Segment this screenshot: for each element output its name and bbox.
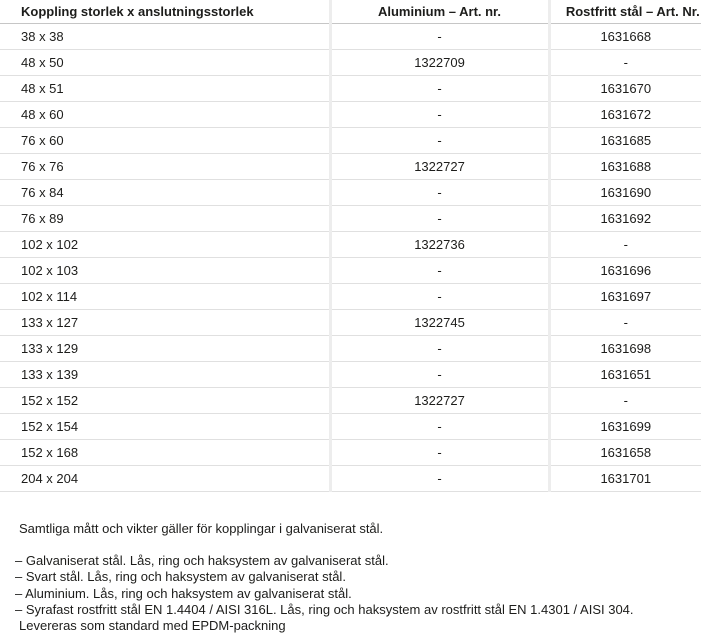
- aluminium-artnr-cell: 1322727: [330, 388, 549, 414]
- aluminium-artnr-cell: -: [330, 284, 549, 310]
- aluminium-artnr-cell: -: [330, 206, 549, 232]
- size-cell: 102 x 103: [0, 258, 330, 284]
- aluminium-artnr-cell: -: [330, 440, 549, 466]
- aluminium-artnr-cell: -: [330, 362, 549, 388]
- aluminium-artnr-cell: -: [330, 466, 549, 492]
- table-row: [0, 128, 701, 154]
- table-header-row: [0, 0, 701, 24]
- stainless-artnr-cell: -: [549, 50, 701, 76]
- table-row: [0, 440, 701, 466]
- stainless-artnr-cell: -: [549, 232, 701, 258]
- size-cell: 133 x 139: [0, 362, 330, 388]
- stainless-artnr-cell: 1631651: [549, 362, 701, 388]
- stainless-artnr-cell: 1631685: [549, 128, 701, 154]
- aluminium-artnr-cell: -: [330, 180, 549, 206]
- table-row: [0, 284, 701, 310]
- size-cell: 133 x 127: [0, 310, 330, 336]
- size-cell: 76 x 60: [0, 128, 330, 154]
- aluminium-artnr-cell: 1322709: [330, 50, 549, 76]
- size-cell: 76 x 76: [0, 154, 330, 180]
- table-row: [0, 258, 701, 284]
- size-cell: 152 x 168: [0, 440, 330, 466]
- size-cell: 38 x 38: [0, 24, 330, 50]
- stainless-artnr-cell: 1631698: [549, 336, 701, 362]
- table-row: [0, 388, 701, 414]
- size-cell: 102 x 102: [0, 232, 330, 258]
- table-row: [0, 414, 701, 440]
- stainless-artnr-cell: 1631701: [549, 466, 701, 492]
- table-header: [0, 0, 701, 24]
- table-row: [0, 336, 701, 362]
- aluminium-artnr-cell: -: [330, 258, 549, 284]
- table-row: [0, 50, 701, 76]
- stainless-artnr-cell: -: [549, 388, 701, 414]
- stainless-artnr-cell: 1631670: [549, 76, 701, 102]
- table-row: [0, 310, 701, 336]
- material-note-line: – Aluminium. Lås, ring och haksystem av galvaniserat stål.: [15, 585, 352, 601]
- table-row: [0, 206, 701, 232]
- stainless-artnr-cell: 1631692: [549, 206, 701, 232]
- size-cell: 152 x 154: [0, 414, 330, 440]
- table-row: [0, 76, 701, 102]
- material-note-line: – Syrafast rostfritt stål EN 1.4404 / AISI 316L. Lås, ring och haksystem av rostfritt stål EN 1.4301 / AISI 304.: [15, 601, 634, 617]
- notes-outro-text: Levereras som standard med EPDM-packning: [19, 618, 286, 634]
- stainless-artnr-cell: 1631697: [549, 284, 701, 310]
- aluminium-artnr-cell: -: [330, 102, 549, 128]
- table-row: [0, 180, 701, 206]
- table-row: [0, 232, 701, 258]
- size-cell: 76 x 84: [0, 180, 330, 206]
- aluminium-artnr-cell: 1322727: [330, 154, 549, 180]
- stainless-artnr-cell: 1631690: [549, 180, 701, 206]
- stainless-artnr-cell: 1631672: [549, 102, 701, 128]
- size-cell: 48 x 51: [0, 76, 330, 102]
- stainless-artnr-cell: 1631688: [549, 154, 701, 180]
- aluminium-artnr-cell: -: [330, 414, 549, 440]
- table-row: [0, 466, 701, 492]
- table-row: [0, 24, 701, 50]
- aluminium-artnr-cell: 1322736: [330, 232, 549, 258]
- size-cell: 48 x 60: [0, 102, 330, 128]
- notes-intro-text: Samtliga mått och vikter gäller för kopplingar i galvaniserat stål.: [19, 521, 384, 536]
- stainless-artnr-cell: 1631658: [549, 440, 701, 466]
- table-body: [0, 24, 701, 492]
- aluminium-artnr-cell: -: [330, 336, 549, 362]
- size-cell: 133 x 129: [0, 336, 330, 362]
- material-note-line: – Svart stål. Lås, ring och haksystem av galvaniserat stål.: [15, 569, 346, 585]
- material-notes-list: [0, 553, 701, 618]
- stainless-artnr-cell: 1631668: [549, 24, 701, 50]
- size-cell: 152 x 152: [0, 388, 330, 414]
- col-header-aluminium-artnr: Aluminium – Art. nr.: [330, 0, 549, 24]
- material-note-line: – Galvaniserat stål. Lås, ring och haksystem av galvaniserat stål.: [15, 553, 389, 568]
- aluminium-artnr-cell: 1322745: [330, 310, 549, 336]
- size-cell: 76 x 89: [0, 206, 330, 232]
- size-cell: 48 x 50: [0, 50, 330, 76]
- aluminium-artnr-cell: -: [330, 76, 549, 102]
- col-header-size: Koppling storlek x anslutningsstorlek: [0, 0, 330, 24]
- table-row: [0, 102, 701, 128]
- size-cell: 102 x 114: [0, 284, 330, 310]
- stainless-artnr-cell: -: [549, 310, 701, 336]
- table-row: [0, 362, 701, 388]
- table-row: [0, 154, 701, 180]
- stainless-artnr-cell: 1631696: [549, 258, 701, 284]
- aluminium-artnr-cell: -: [330, 24, 549, 50]
- size-cell: 204 x 204: [0, 466, 330, 492]
- aluminium-artnr-cell: -: [330, 128, 549, 154]
- notes-section: [0, 521, 701, 634]
- col-header-stainless-artnr: Rostfritt stål – Art. Nr.: [549, 0, 701, 24]
- stainless-artnr-cell: 1631699: [549, 414, 701, 440]
